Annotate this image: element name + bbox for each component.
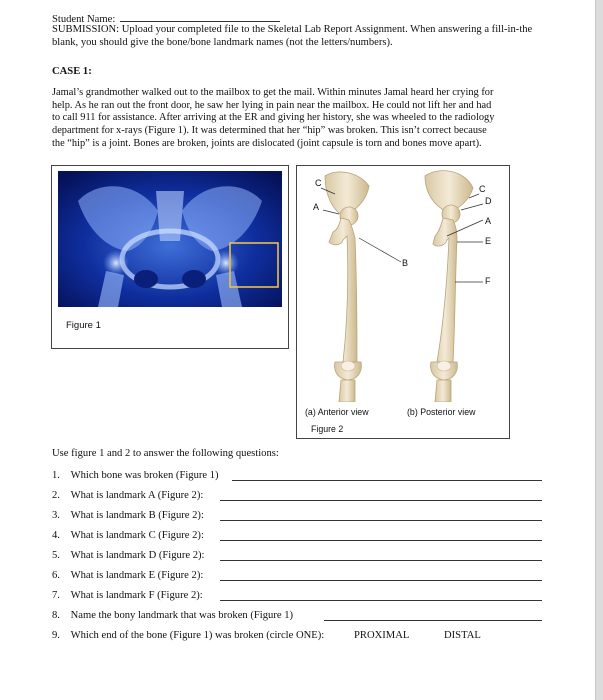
figure-2-frame	[296, 165, 510, 439]
letter-e: E	[485, 236, 492, 246]
posterior-view-label: (b) Posterior view	[407, 407, 476, 417]
questions-intro: Use figure 1 and 2 to answer the following questions:	[52, 448, 279, 459]
question-text: What is landmark E (Figure 2):	[70, 570, 204, 581]
question-row	[52, 470, 542, 482]
letter-b: B	[402, 258, 409, 268]
student-name-blank[interactable]	[120, 12, 280, 22]
question-number: 3.	[52, 510, 60, 521]
answer-line[interactable]	[220, 540, 542, 541]
answer-line[interactable]	[220, 560, 542, 561]
case-line: help. As he ran out the front door, he saw her lying in pain near the mailbox. He could not lift her and had	[52, 99, 492, 111]
question-text: What is landmark D (Figure 2):	[70, 550, 205, 561]
question-text: What is landmark C (Figure 2):	[70, 530, 204, 541]
answer-line[interactable]	[232, 480, 542, 481]
question-text: Name the bony landmark that was broken (Figure 1)	[70, 610, 294, 621]
case-line: the “hip” is a joint. Bones are broken, joints are dislocated (joint capsule is torn and bones move apart).	[52, 137, 482, 149]
figure-1-caption: Figure 1	[66, 320, 101, 331]
anterior-view-label: (a) Anterior view	[305, 407, 369, 417]
letter-f: F	[485, 276, 491, 286]
question-row	[52, 510, 542, 522]
question-row	[52, 530, 542, 542]
student-name-label: Student Name:	[52, 14, 116, 25]
question-row	[52, 490, 542, 502]
question-row	[52, 630, 542, 642]
question-text: What is landmark B (Figure 2):	[70, 510, 204, 521]
question-number: 7.	[52, 590, 60, 601]
question-number: 9.	[52, 630, 60, 641]
question-text: What is landmark A (Figure 2):	[70, 490, 204, 501]
question-row	[52, 550, 542, 562]
case-line: to call 911 for assistance. After arriving at the ER and giving her history, she was wheeled to the radiology	[52, 112, 495, 124]
question-number: 1.	[52, 470, 60, 481]
option-distal[interactable]: DISTAL	[444, 630, 481, 641]
page-edge-line	[595, 0, 596, 700]
letter-d: D	[485, 196, 492, 206]
figure-2-caption: Figure 2	[311, 424, 344, 434]
letter-a-posterior: A	[485, 216, 492, 226]
letter-c-anterior: C	[315, 178, 322, 188]
answer-line[interactable]	[324, 620, 542, 621]
case-paragraph	[52, 87, 552, 151]
femur-diagram-image	[297, 166, 509, 402]
question-number: 6.	[52, 570, 60, 581]
answer-line[interactable]	[220, 500, 542, 501]
page-edge	[596, 0, 603, 700]
question-row	[52, 590, 542, 602]
question-number: 4.	[52, 530, 60, 541]
case-line: department for x-rays (Figure 1). It was determined that her “hip” was broken. This isn’t correct because	[52, 125, 487, 137]
pelvis-xray-image	[58, 171, 282, 307]
question-number: 5.	[52, 550, 60, 561]
answer-line[interactable]	[220, 600, 542, 601]
question-text: Which bone was broken (Figure 1)	[70, 470, 219, 481]
question-text: What is landmark F (Figure 2):	[70, 590, 203, 601]
question-row	[52, 610, 542, 622]
answer-line[interactable]	[220, 580, 542, 581]
letter-c-posterior: C	[479, 184, 486, 194]
answer-line[interactable]	[220, 520, 542, 521]
figure-1-frame	[51, 165, 289, 349]
submission-line-1: SUBMISSION: Upload your completed file to the Skeletal Lab Report Assignment. When answering a fill-in-the	[52, 24, 533, 35]
case-title: CASE 1:	[52, 66, 92, 77]
question-number: 8.	[52, 610, 60, 621]
question-text: Which end of the bone (Figure 1) was broken (circle ONE):	[70, 630, 325, 641]
question-row	[52, 570, 542, 582]
option-proximal[interactable]: PROXIMAL	[354, 630, 410, 641]
submission-line-2: blank, you should give the bone/bone landmark names (not the letters/numbers).	[52, 37, 393, 48]
case-line: Jamal’s grandmother walked out to the mailbox to get the mail. Within minutes Jamal heard her crying for	[52, 87, 494, 98]
question-number: 2.	[52, 490, 60, 501]
letter-a-anterior: A	[313, 202, 320, 212]
